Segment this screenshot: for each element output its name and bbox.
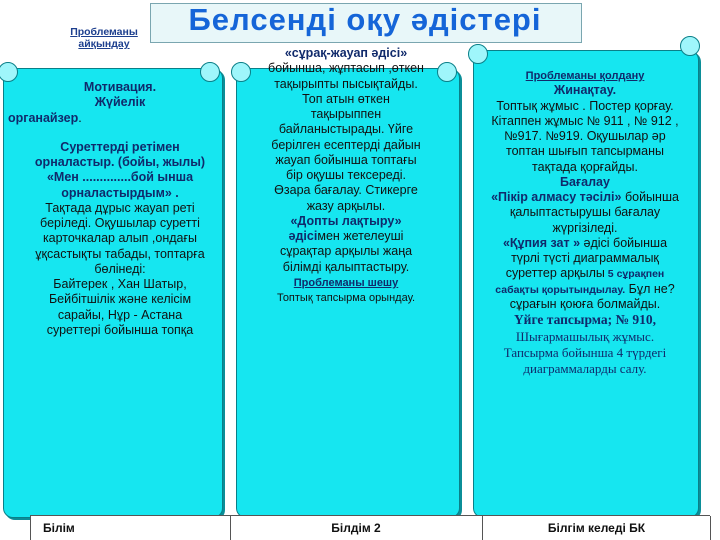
assessment-heading: Бағалау: [560, 174, 610, 189]
organizer-dot: .: [78, 110, 82, 125]
column-2-text-2: Топ атын өткен тақырыппен байланыстырады.: [278, 91, 390, 137]
throw-ball-method: «Допты лақтыру» әдісі: [288, 213, 402, 243]
column-3-text-1: Топтық жұмыс . Постер қорғау. Кітаппен жұмыс № 911 , № 912 , №917. №919. Оқушылар әр топтан шығып тапсырманы тақтада қорғайды.: [491, 98, 679, 174]
column-3-text-3: әдісі бойынша түрлі түсті диаграммалық суреттер арқылы: [505, 235, 668, 281]
problem-identification-label: Проблеманы айқындау: [70, 26, 138, 51]
column-2-text-3: Үйге берілген есептерді дайын жауап бойынша топтағы бір оқушы тексереді. Өзара бағалау. Стикерге жазу арқылы.: [271, 122, 421, 213]
scroll-curl-icon: [468, 44, 488, 64]
column-2-text: [268, 46, 424, 306]
column-1-text: [8, 80, 206, 338]
column-3-text-6: Тапсырма бойынша 4 түрдегі диаграммаларды салу.: [503, 344, 667, 377]
problem-solving-label: Проблеманы шешу: [293, 276, 399, 289]
footer-table-row: [30, 515, 710, 540]
scroll-curl-icon: [437, 62, 457, 82]
question-answer-method: «сұрақ-жауап әдісі»: [284, 46, 408, 60]
column-3-text: [488, 70, 682, 377]
homework-numbers: ; № 910,: [607, 312, 657, 328]
organizer-heading: органайзер: [8, 110, 79, 125]
motivation-heading: Мотивация.: [83, 80, 157, 94]
system-heading: Жүйелік: [94, 95, 146, 110]
footer-cell-1: Білім: [30, 516, 203, 540]
creative-work-label: Шығармашылық жұмыс.: [515, 328, 655, 344]
scroll-curl-icon: [200, 62, 220, 82]
footer-cell-2: Білдім 2: [230, 516, 481, 540]
column-1-groups: Байтерек , Хан Шатыр, Бейбітшілік және келісім сарайы, Нұр - Астана суреттері бойынша топқа: [46, 277, 194, 337]
opinion-exchange-method: «Пікір алмасу тәсілі»: [491, 190, 622, 205]
secret-object-method: «Құпия зат »: [502, 235, 581, 250]
scroll-curl-icon: [231, 62, 251, 82]
column-2-text-5: Топтық тапсырма орындау.: [276, 292, 416, 305]
scroll-curl-icon: [680, 36, 700, 56]
arrange-pictures-task: Суреттерді ретімен орналастыр. (бойы, жылы) «Мен ..............бой ынша орналастырдым» .: [34, 139, 206, 200]
summary-heading: Жинақтау.: [553, 83, 617, 98]
column-1-body: Тақтада дұрыс жауап реті беріледі. Оқушылар суретті карточкалар алып ,ондағы ұқсастықты табады, топтарға бөлінеді:: [35, 200, 205, 276]
column-3-text-5: Бұл не? сұрағын қоюға болмайды.: [509, 281, 675, 311]
footer-cell-3: Білгім келеді БК: [482, 516, 711, 540]
column-3-text-4: 5 сұрақпен сабақты қорытындылау.: [495, 268, 665, 296]
page-title: Белсенді оқу әдістері: [188, 2, 542, 37]
homework-label: Үйге тапсырма: [513, 312, 608, 328]
column-2-text-4: мен жетелеуші сұрақтар арқылы жаңа білімді қалыптастыру.: [279, 229, 413, 274]
problem-application-label: Проблеманы қолдану: [525, 70, 645, 82]
column-2-text-1: бойынша, жұптасып ,өткен тақырыпты пысықтайды.: [268, 61, 424, 91]
column-3-text-2: бойынша қалыптастырушы бағалау жүргізіледі.: [509, 190, 679, 235]
